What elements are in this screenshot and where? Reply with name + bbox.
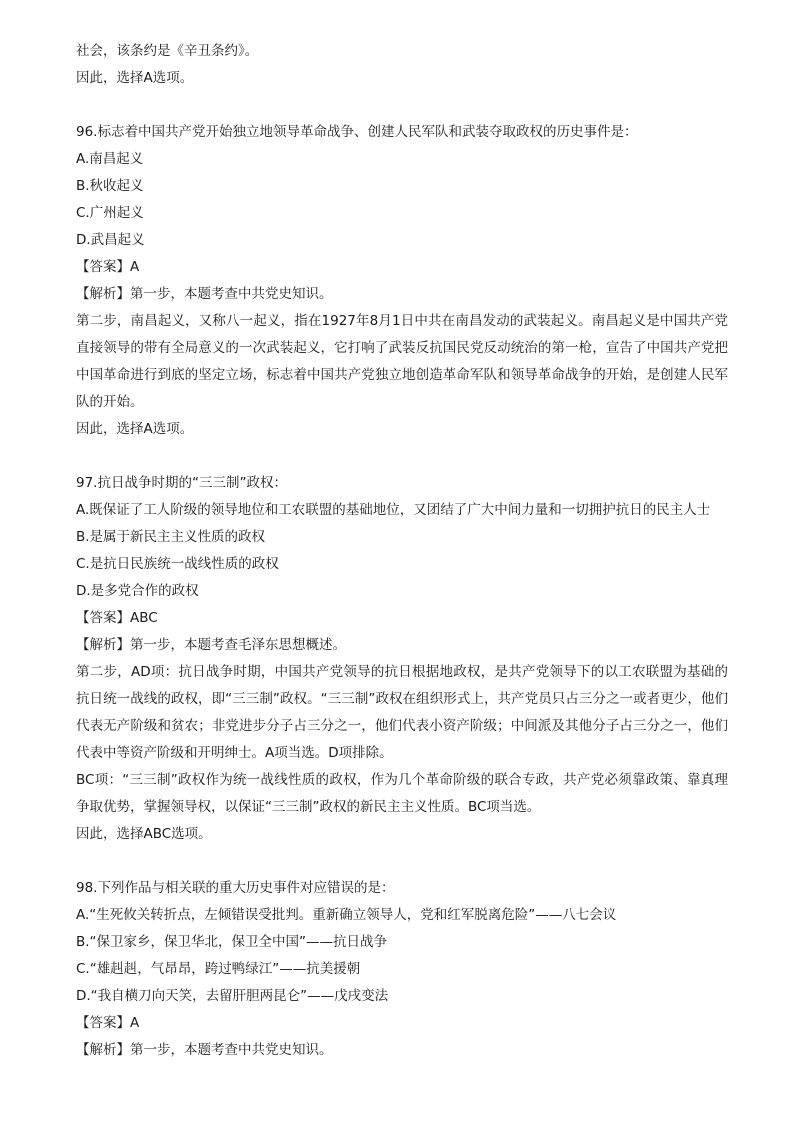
answer: 【答案】A [76,259,140,275]
option-d: D.是多党合作的政权 [76,583,199,599]
option-c: C.广州起义 [76,205,144,221]
question-97 [76,470,728,848]
spacer [76,92,728,119]
question-stem: 97.抗日战争时期的“三三制”政权： [76,475,287,491]
option-b: B.秋收起义 [76,178,144,194]
question-stem: 96.标志着中国共产党开始独立地领导革命战争、创建人民军队和武装夺取政权的历史事件是： [76,124,638,140]
option-c: C.是抗日民族统一战线性质的政权 [76,556,279,572]
analysis-step1: 【解析】第一步，本题考查中共党史知识。 [76,1042,333,1058]
spacer [76,848,728,875]
option-a: A.南昌起义 [76,151,144,167]
option-c: C.“雄赳赳，气昂昂，跨过鸭绿江”——抗美援朝 [76,961,361,977]
analysis-step1: 【解析】第一步，本题考查中共党史知识。 [76,286,333,302]
analysis-step1: 【解析】第一步，本题考查毛泽东思想概述。 [76,637,346,653]
question-98 [76,875,728,1064]
option-b: B.是属于新民主主义性质的政权 [76,529,266,545]
option-a: A.既保证了工人阶级的领导地位和工农联盟的基础地位，又团结了广大中间力量和一切拥护抗日的民主人士 [76,502,711,518]
analysis-step2: 第二步，AD项：抗日战争时期，中国共产党领导的抗日根据地政权，是共产党领导下的以工农联盟为基础的抗日统一战线的政权，即“三三制”政权。“三三制”政权在组织形式上，共产党员只占三分之一或者更少，他们代表无产阶级和贫农；非党进步分子占三分之一，他们代表小资产阶级；中间派及其他分子占三分之一，他们代表中等资产阶级和开明绅士。A项当选。D项排除。 [76,664,728,761]
conclusion: 因此，选择A选项。 [76,421,194,437]
question-stem: 98.下列作品与相关联的重大历史事件对应错误的是： [76,880,395,896]
analysis-bc: BC项：“三三制”政权作为统一战线性质的政权，作为几个革命阶级的联合专政，共产党必须靠政策、靠真理争取优势，掌握领导权，以保证“三三制”政权的新民主主义性质。BC项当选。 [76,772,728,815]
answer: 【答案】ABC [76,610,158,626]
intro-conclusion: 因此，选择A选项。 [76,70,194,86]
document-page [76,38,728,1064]
conclusion: 因此，选择ABC选项。 [76,826,212,842]
spacer [76,443,728,470]
option-a: A.“生死攸关转折点，左倾错误受批判。重新确立领导人，党和红军脱离危险”——八七会议 [76,907,617,923]
option-b: B.“保卫家乡，保卫华北，保卫全中国”——抗日战争 [76,934,388,950]
analysis-step2: 第二步，南昌起义，又称八一起义，指在1927年8月1日中共在南昌发动的武装起义。南昌起义是中国共产党直接领导的带有全局意义的一次武装起义，它打响了武装反抗国民党反动统治的第一枪，宣告了中国共产党把中国革命进行到底的坚定立场，标志着中国共产党独立地创造革命军队和领导革命战争的开始，是创建人民军队的开始。 [76,313,728,410]
question-96 [76,119,728,443]
answer: 【答案】A [76,1015,140,1031]
option-d: D.“我自横刀向天笑，去留肝胆两昆仑”——戊戌变法 [76,988,389,1004]
intro-line-1: 社会，该条约是《辛丑条约》。 [76,43,259,59]
option-d: D.武昌起义 [76,232,145,248]
